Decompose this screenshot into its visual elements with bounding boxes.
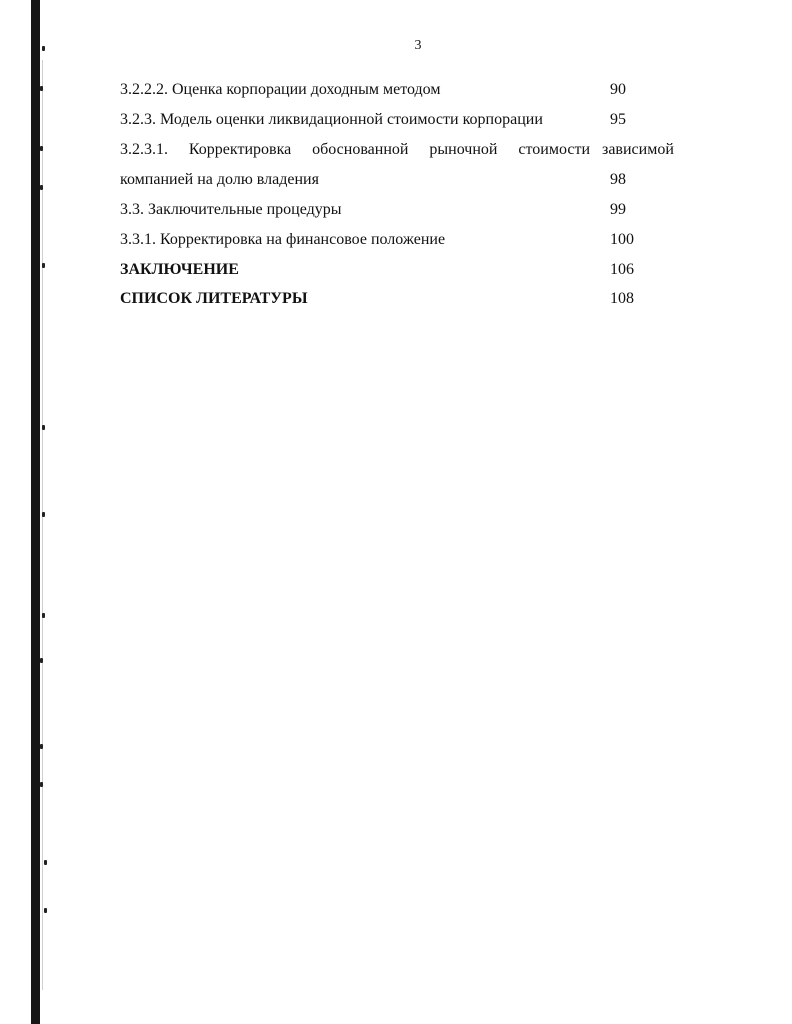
scan-speck bbox=[42, 425, 45, 430]
scan-speck bbox=[42, 512, 45, 517]
toc-entry-title: 3.3. Заключительные процедуры bbox=[120, 201, 342, 218]
scan-speck bbox=[44, 908, 47, 913]
scan-speck bbox=[40, 146, 43, 151]
scan-binding-edge bbox=[31, 0, 40, 1024]
toc-entry-title: СПИСОК ЛИТЕРАТУРЫ bbox=[120, 290, 308, 307]
toc-entry-page: 108 bbox=[610, 290, 634, 307]
toc-entry-title-continuation: зависимой bbox=[602, 141, 674, 158]
toc-entry-page: 95 bbox=[610, 111, 626, 128]
toc-entry-page: 98 bbox=[610, 171, 626, 188]
toc-entry-page: 100 bbox=[610, 231, 634, 248]
toc-entry-title: 3.3.1. Корректировка на финансовое положение bbox=[120, 231, 446, 248]
scan-speck bbox=[40, 86, 43, 91]
toc-entry-title: ЗАКЛЮЧЕНИЕ bbox=[120, 261, 239, 278]
scan-speck bbox=[40, 658, 43, 663]
toc-entry-title: 3.2.3. Модель оценки ликвидационной стоимости корпорации bbox=[120, 111, 543, 128]
toc-entry-page: 99 bbox=[610, 201, 626, 218]
toc-entry-page: 106 bbox=[610, 261, 634, 278]
scan-speck bbox=[40, 185, 43, 190]
scan-speck bbox=[40, 744, 43, 749]
toc-entry-title: 3.2.3.1. Корректировка обоснованной рыночной стоимости bbox=[120, 141, 590, 158]
page-number: 3 bbox=[414, 38, 422, 53]
toc-entry-title: компанией на долю владения bbox=[120, 171, 319, 188]
scan-binding-shadow bbox=[42, 60, 43, 990]
toc-entry-page: 90 bbox=[610, 81, 626, 98]
toc-entry bbox=[120, 138, 680, 162]
scan-speck bbox=[40, 782, 43, 787]
scan-speck bbox=[44, 860, 47, 865]
scan-speck bbox=[42, 613, 45, 618]
toc-entry-title: 3.2.2.2. Оценка корпорации доходным методом bbox=[120, 81, 441, 98]
scan-speck bbox=[42, 263, 45, 268]
